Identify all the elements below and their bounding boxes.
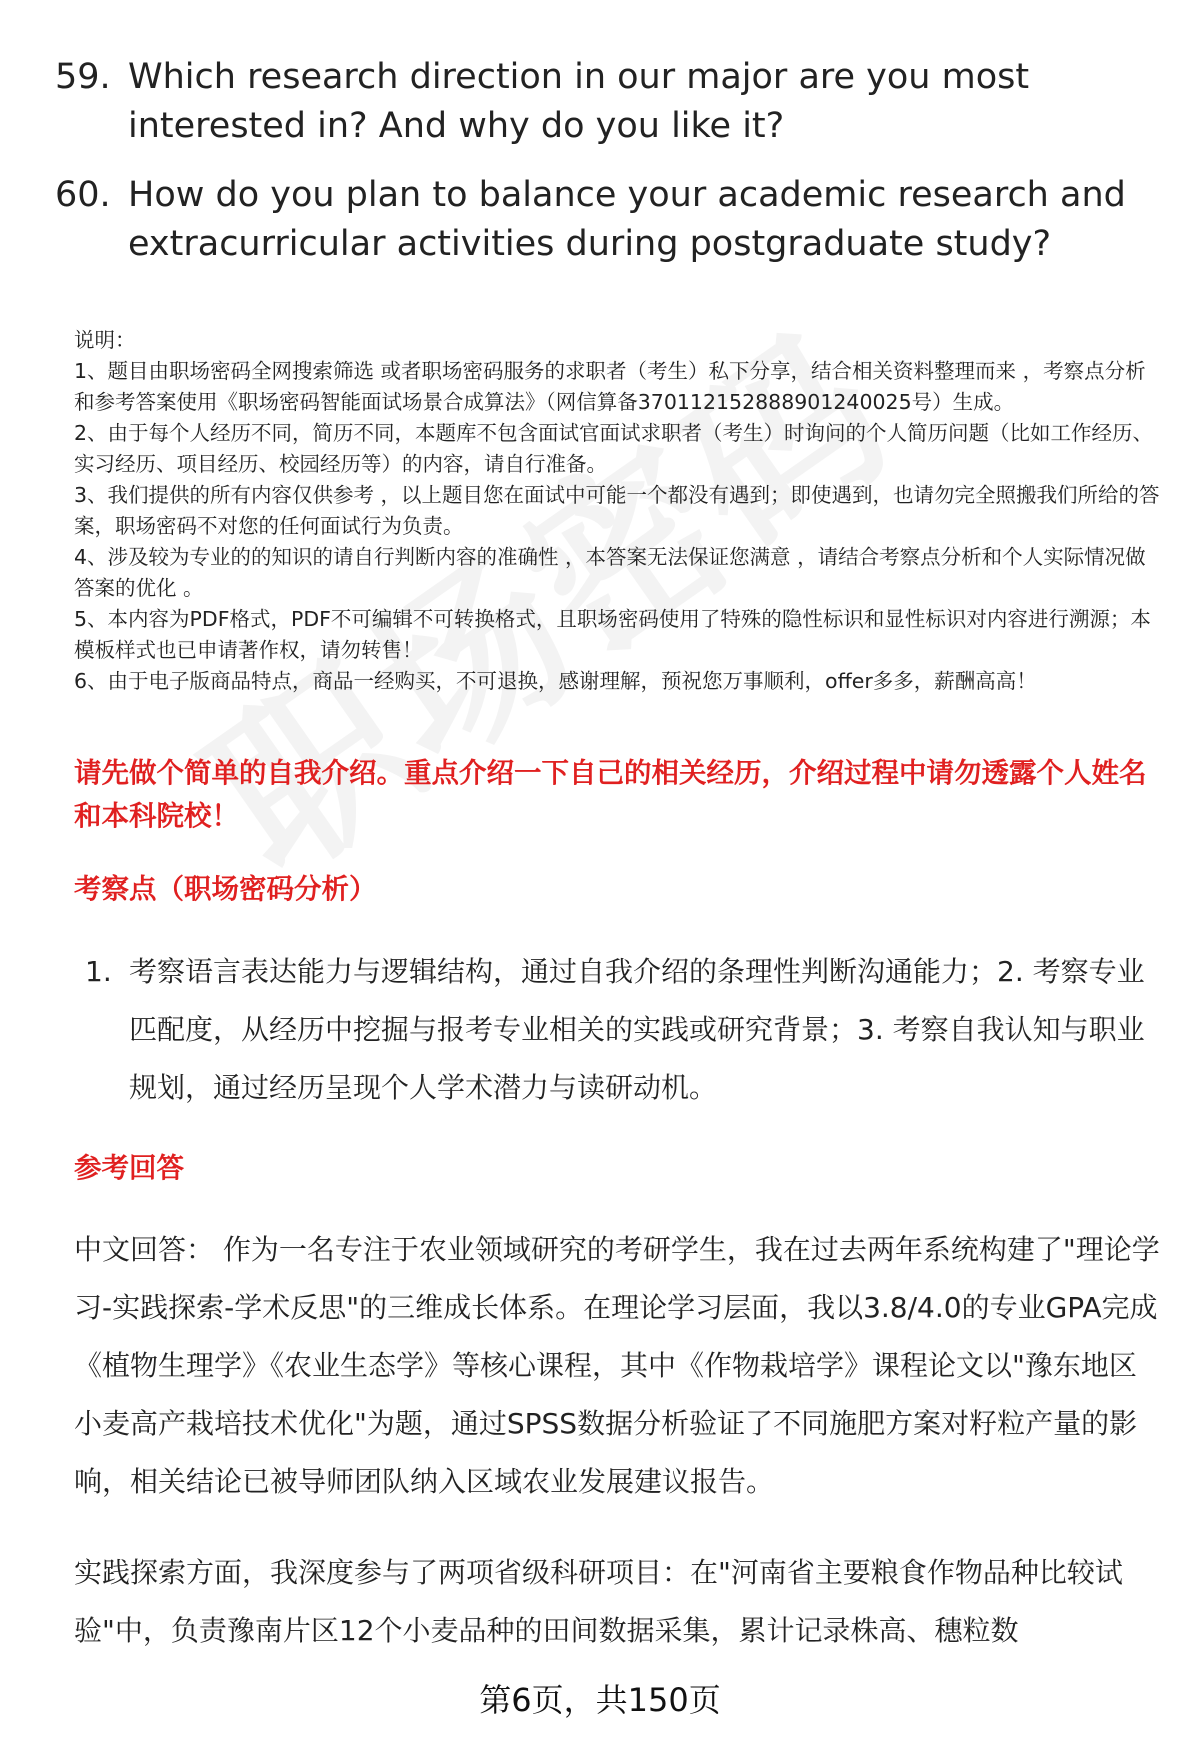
question-60 <box>55 171 1155 269</box>
question-number: 59. <box>55 57 111 97</box>
note-item: 1、题目由职场密码全网搜索筛选 或者职场密码服务的求职者（考生）私下分享，结合相关资料整理而来 ，考察点分析和参考答案使用《职场密码智能面试场景合成算法》（网信算备370112152888901240025号）生成。 <box>74 359 1146 414</box>
note-item: 6、由于电子版商品特点，商品一经购买，不可退换，感谢理解，预祝您万事顺利，offer多多，薪酬高高！ <box>74 669 1037 693</box>
analysis-text: 考察语言表达能力与逻辑结构，通过自我介绍的条理性判断沟通能力；2. 考察专业匹配度，从经历中挖掘与报考专业相关的实践或研究背景；3. 考察自我认知与职业规划，通过经历呈现个人学术潜力与读研动机。 <box>129 955 1145 1104</box>
page-footer: 第6页，共150页 <box>479 1681 721 1719</box>
analysis-number: 1. <box>85 955 112 988</box>
answer-paragraph: 中文回答： 作为一名专注于农业领域研究的考研学生，我在过去两年系统构建了"理论学习-实践探索-学术反思"的三维成长体系。在理论学习层面，我以3.8/4.0的专业GPA完成《植物生理学》《农业生态学》等核心课程，其中《作物栽培学》课程论文以"豫东地区小麦高产栽培技术优化"为题，通过SPSS数据分析验证了不同施肥方案对籽粒产量的影响，相关结论已被导师团队纳入区域农业发展建议报告。 <box>74 1233 1160 1498</box>
question-text: How do you plan to balance your academic research and extracurricular activities during postgraduate study? <box>128 175 1126 264</box>
question-text: Which research direction in our major are you most interested in? And why do you like it? <box>128 57 1030 146</box>
note-item: 5、本内容为PDF格式，PDF不可编辑不可转换格式，且职场密码使用了特殊的隐性标识和显性标识对内容进行溯源；本模板样式也已申请著作权，请勿转售！ <box>74 607 1151 662</box>
answer-heading: 参考回答 <box>74 1152 184 1184</box>
disclaimer-notes <box>74 325 1164 697</box>
note-item: 4、涉及较为专业的的知识的请自行判断内容的准确性 ，本答案无法保证您满意 ，请结合考察点分析和个人实际情况做答案的优化 。 <box>74 545 1146 600</box>
analysis-heading: 考察点（职场密码分析） <box>74 873 377 905</box>
note-item: 3、我们提供的所有内容仅供参考 ，以上题目您在面试中可能一个都没有遇到；即使遇到，也请勿完全照搬我们所给的答案，职场密码不对您的任何面试行为负责。 <box>74 483 1160 538</box>
answer-paragraph: 实践探索方面，我深度参与了两项省级科研项目：在"河南省主要粮食作物品种比较试验"中，负责豫南片区12个小麦品种的田间数据采集，累计记录株高、穗粒数 <box>74 1556 1123 1647</box>
question-number: 60. <box>55 175 111 215</box>
question-59 <box>55 53 1155 151</box>
main-question: 请先做个简单的自我介绍。重点介绍一下自己的相关经历，介绍过程中请勿透露个人姓名和本科院校！ <box>74 757 1147 832</box>
note-item: 2、由于每个人经历不同，简历不同，本题库不包含面试官面试求职者（考生）时询问的个人简历问题（比如工作经历、实习经历、项目经历、校园经历等）的内容，请自行准备。 <box>74 421 1154 476</box>
analysis-list <box>85 943 1160 1117</box>
notes-title: 说明： <box>74 328 136 352</box>
